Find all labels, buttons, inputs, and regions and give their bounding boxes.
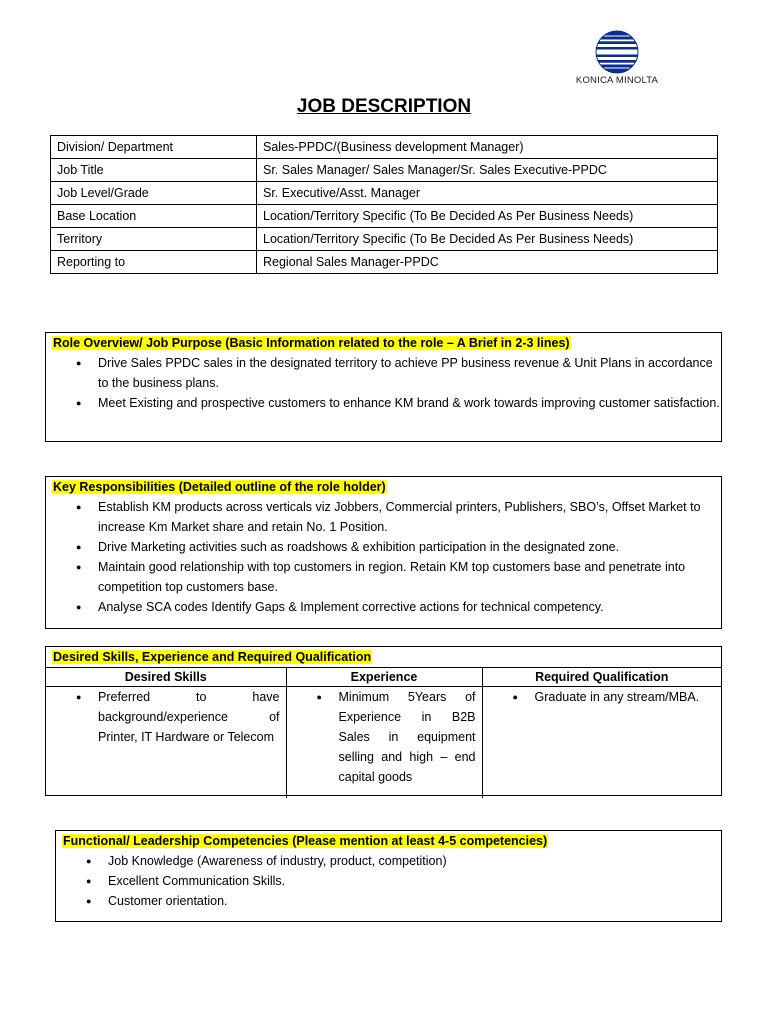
section-heading: Desired Skills, Experience and Required Qualification xyxy=(53,650,372,664)
info-label: Job Title xyxy=(51,159,257,182)
section-heading: Functional/ Leadership Competencies (Please mention at least 4-5 competencies) xyxy=(63,834,548,848)
logo-wordmark: KONICA MINOLTA xyxy=(575,75,659,86)
document-title: JOB DESCRIPTION xyxy=(296,96,472,117)
section-heading: Key Responsibilities (Detailed outline of the role holder) xyxy=(53,480,386,494)
info-label: Base Location xyxy=(51,205,257,228)
table-cell xyxy=(482,687,721,799)
bullet-list xyxy=(46,353,721,413)
info-value: Location/Territory Specific (To Be Decided As Per Business Needs) xyxy=(257,228,718,251)
table-cell xyxy=(46,687,286,799)
globe-logo-icon xyxy=(595,30,639,74)
table-cell xyxy=(286,687,482,799)
column-header: Required Qualification xyxy=(482,668,721,687)
skills-section xyxy=(45,646,722,796)
table-row xyxy=(46,687,721,799)
key-responsibilities-section xyxy=(45,476,722,629)
table-row xyxy=(51,251,718,274)
list-item: ● Analyse SCA codes Identify Gaps & Implement corrective actions for technical competency. xyxy=(98,597,721,617)
table-header-row xyxy=(46,668,721,687)
list-item: ● Customer orientation. xyxy=(108,891,721,911)
column-header: Desired Skills xyxy=(46,668,286,687)
list-item: ● Drive Sales PPDC sales in the designated territory to achieve PP business revenue & Unit Plans in accordance to the business plans. xyxy=(98,353,721,393)
info-label: Division/ Department xyxy=(51,136,257,159)
bullet-list xyxy=(46,497,721,617)
info-label: Territory xyxy=(51,228,257,251)
column-header: Experience xyxy=(286,668,482,687)
job-info-table xyxy=(50,135,718,274)
info-label: Job Level/Grade xyxy=(51,182,257,205)
konica-minolta-logo xyxy=(566,30,668,92)
info-value: Regional Sales Manager-PPDC xyxy=(257,251,718,274)
list-item: ● Preferred to have background/experience of Printer, IT Hardware or Telecom xyxy=(98,687,280,747)
skills-table xyxy=(46,668,721,798)
list-item: ● Minimum 5Years of Experience in B2B Sales in equipment selling and high – end capital goods xyxy=(339,687,476,787)
info-value: Sr. Executive/Asst. Manager xyxy=(257,182,718,205)
list-item: ● Establish KM products across verticals viz Jobbers, Commercial printers, Publishers, SBO’s, Offset Market to increase Km Market share and retain No. 1 Position. xyxy=(98,497,721,537)
list-item: ● Drive Marketing activities such as roadshows & exhibition participation in the designated zone. xyxy=(98,537,721,557)
info-label: Reporting to xyxy=(51,251,257,274)
table-row xyxy=(51,182,718,205)
info-value: Location/Territory Specific (To Be Decided As Per Business Needs) xyxy=(257,205,718,228)
list-item: ● Maintain good relationship with top customers in region. Retain KM top customers base and penetrate into competition top customers base. xyxy=(98,557,721,597)
list-item: ● Graduate in any stream/MBA. xyxy=(535,687,716,707)
info-value: Sr. Sales Manager/ Sales Manager/Sr. Sales Executive-PPDC xyxy=(257,159,718,182)
role-overview-section xyxy=(45,332,722,442)
table-row xyxy=(51,136,718,159)
section-heading: Role Overview/ Job Purpose (Basic Information related to the role – A Brief in 2-3 lines) xyxy=(53,336,570,350)
table-row xyxy=(51,228,718,251)
list-item: ● Job Knowledge (Awareness of industry, product, competition) xyxy=(108,851,721,871)
bullet-list xyxy=(56,851,721,911)
list-item: ● Meet Existing and prospective customers to enhance KM brand & work towards improving customer satisfaction. xyxy=(98,393,721,413)
table-row xyxy=(51,205,718,228)
list-item: ● Excellent Communication Skills. xyxy=(108,871,721,891)
info-value: Sales-PPDC/(Business development Manager) xyxy=(257,136,718,159)
table-row xyxy=(51,159,718,182)
competencies-section xyxy=(55,830,722,922)
